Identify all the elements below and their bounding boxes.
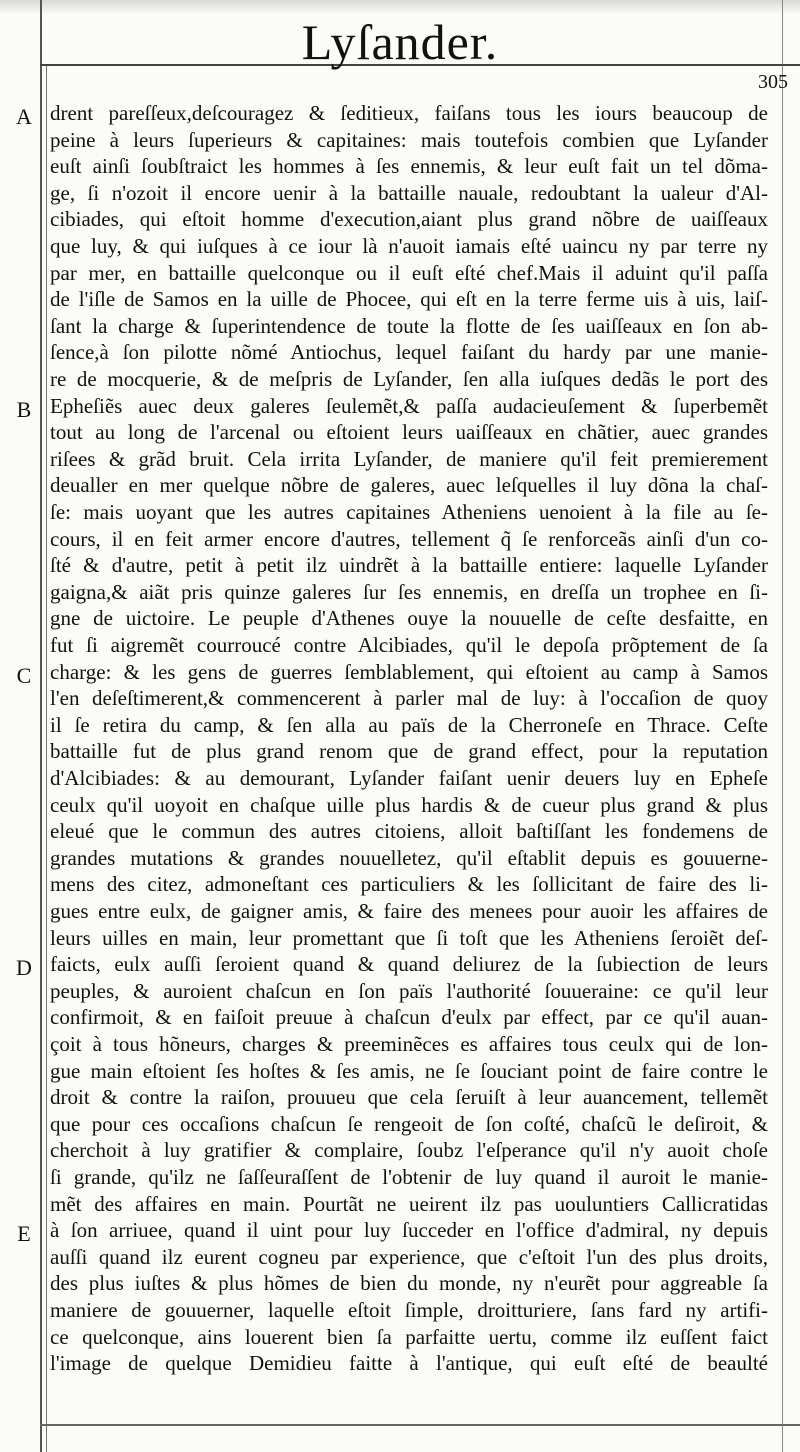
margin-letter-d: D	[16, 955, 32, 981]
text-line: deualler en mer quelque nõbre de galeres, auec leſquelles il luy dõna la chaſ-	[50, 473, 768, 498]
text-line: gaigna,& aiãt pris quinze galeres ſur ſes ennemis, en dreſſa un trophee en ſi-	[50, 579, 768, 604]
margin-letter-b: B	[16, 396, 32, 422]
text-line: ge, ſi n'ozoit il encore uenir à la battaille nauale, redoubtant la ualeur d'Al-	[50, 180, 768, 205]
text-line: gne de uictoire. Le peuple d'Athenes ouye la nouuelle de ceſte desfaitte, en	[50, 606, 768, 631]
text-line: à ſon arriuee, quand il uint pour luy ſucceder en l'office d'admiral, ny depuis	[50, 1218, 768, 1243]
text-line: drent pareſſeux,deſcouragez & ſeditieux, faiſans tous les iours beaucoup de	[50, 101, 768, 125]
running-title: Lyſander.	[301, 14, 499, 70]
text-line: cherchoit à luy gratifier & complaire, ſoubz l'eſperance qu'il n'y auoit choſe	[50, 1138, 768, 1163]
text-line: gue main eſtoient ſes hoſtes & ſes amis, ne ſe ſouciant point de faire contre le	[50, 1058, 768, 1083]
text-line: euſt ainſi ſoubſtraict les hommes à ſes ennemis, & leur euſt fait un tel dõma-	[50, 154, 768, 179]
text-line: ſant la charge & ſuperintendence de toute la flotte de ſes uaiſſeaux en ſon ab-	[50, 313, 768, 338]
text-line: grandes mutations & grandes nouuelletez, qu'il eſtablit depuis es gouuerne-	[50, 845, 768, 870]
text-line: il ſe retira du camp, & ſen alla au païs de la Cherroneſe en Thrace. Ceſte	[50, 712, 768, 737]
text-line: eleué que le commun des autres citoiens, alloit baſtiſſant les fondemens de	[50, 819, 768, 844]
text-line: que luy, & qui iuſques à ce iour là n'auoit iamais eſté uaincu ny par terre ny	[50, 234, 768, 258]
text-line: gues entre eulx, de gaigner amis, & faire des menees pour auoir les affaires de	[50, 899, 768, 923]
text-line: fut ſi aigremẽt courroucé contre Alcibiades, qu'il le depoſa prõptement de ſa	[50, 633, 768, 657]
text-line: droit & contre la raiſon, prouueu que cela ſeruiſt à leur auancement, tellemẽt	[50, 1085, 768, 1110]
text-line: ſté & d'autre, petit à petit ilz uindrẽt à la battaille entiere: laquelle Lyſander	[50, 553, 768, 578]
text-line: de l'iſle de Samos en la uille de Phocee, qui eſt en la terre ferme uis à uis, laiſ-	[50, 287, 768, 312]
text-line: par mer, en battaille quelconque ou il euſt eſté chef.Mais il aduint qu'il paſſa	[50, 260, 768, 285]
text-line: riſees & grãd bruit. Cela irrita Lyſander, de maniere qu'il feit premierement	[50, 446, 768, 471]
text-line: cours, il en feit armer encore d'autres, tellement q̃ ſe renforceãs ainſi d'un co-	[50, 526, 768, 551]
text-line: ſi grande, qu'ilz ne ſaſſeuraſſent de l'obtenir de luy quand il auroit le manie-	[50, 1165, 768, 1189]
text-line: cibiades, qui eſtoit homme d'execution,aiant plus grand nõbre de uaiſſeaux	[50, 207, 768, 232]
text-line: Epheſiẽs auec deux galeres ſeulemẽt,& paſſa audacieuſement & ſuperbemẽt	[50, 393, 768, 418]
text-line: faicts, eulx auſſi ſeroient quand & quand deliurez de la ſubiection de leurs	[50, 952, 768, 977]
text-line: re de mocquerie, & de meſpris de Lyſander, ſen alla iuſques dedãs le port des	[50, 367, 768, 391]
text-line: çoit à tous hõneurs, charges & preeminẽces es affaires tous ceulx qui de lon-	[50, 1032, 768, 1056]
text-line: l'image de quelque Demidieu faitte à l'antique, qui euſt eſté de beaulté	[50, 1351, 768, 1376]
right-border-rule	[782, 0, 783, 1452]
text-line: charge: & les gens de guerres ſemblablement, qui eſtoient au camp à Samos	[50, 659, 768, 684]
text-line: confirmoit, & en faiſoit preuue à chaſcun d'eulx par effect, par ce qu'il auan-	[50, 1005, 768, 1030]
text-line: auſſi quand ilz eurent cogneu par experience, que c'eſtoit l'un des plus droits,	[50, 1244, 768, 1269]
text-line: ſe: mais uoyant que les autres capitaines Atheniens uenoient à la file au ſe-	[50, 500, 768, 524]
text-line: ce quelconque, ains louerent bien ſa parfaitte uertu, comme ilz euſſent faict	[50, 1324, 768, 1349]
text-line: leurs uilles en main, leur promettant que ſi toſt que les Atheniens ſeroiẽt deſ-	[50, 925, 768, 950]
text-line: tout au long de l'arcenal ou eſtoient leurs uaiſſeaux en chãtier, auec grandes	[50, 420, 768, 445]
left-inner-rule	[46, 64, 47, 1452]
text-line: l'en deſeſtimerent,& commencerent à parler mal de luy: à l'occaſion de quoy	[50, 686, 768, 711]
page-number: 305	[758, 71, 788, 93]
text-line: peuples, & auroient chaſcun en ſon païs l'authorité ſouueraine: ce qu'il leur	[50, 978, 768, 1003]
text-line: d'Alcibiades: & au demourant, Lyſander faiſant uenir deuers luy en Epheſe	[50, 766, 768, 790]
text-line: ſence,à ſon pilotte nõmé Antiochus, lequel faiſant du hardy par une manie-	[50, 340, 768, 365]
text-line: des plus iuſtes & plus hõmes de bien du monde, ny n'eurẽt pour aggreable ſa	[50, 1271, 768, 1296]
margin-letter-e: E	[17, 1221, 31, 1247]
margin-letter-a: A	[16, 104, 32, 129]
text-line: que pour ces occaſions chaſcun ſe rengeoit de ſon coſté, chaſcũ le deſiroit, &	[50, 1111, 768, 1136]
margin-letter-c: C	[16, 662, 32, 688]
left-border-rule	[40, 0, 42, 1452]
text-line: battaille fut de plus grand renom que de grand effect, pour la reputation	[50, 739, 768, 764]
text-line: mens des citez, admoneſtant ces particuliers & les ſollicitant de faire des li-	[50, 872, 768, 897]
text-line: peine à leurs ſuperieurs & capitaines: mais toutefois combien que Lyſander	[50, 127, 768, 152]
text-line: mẽt des affaires en main. Pourtãt ne ueirent ilz pas uouluntiers Callicratidas	[50, 1191, 768, 1216]
text-line: ceulx qu'il uoyoit en chaſque uille plus hardis & de cueur plus grand & plus	[50, 792, 768, 817]
text-line: maniere de gouuerner, laquelle eſtoit ſimple, droitturiere, ſans fard ny artifi-	[50, 1298, 768, 1322]
footer-rule	[40, 1424, 800, 1426]
